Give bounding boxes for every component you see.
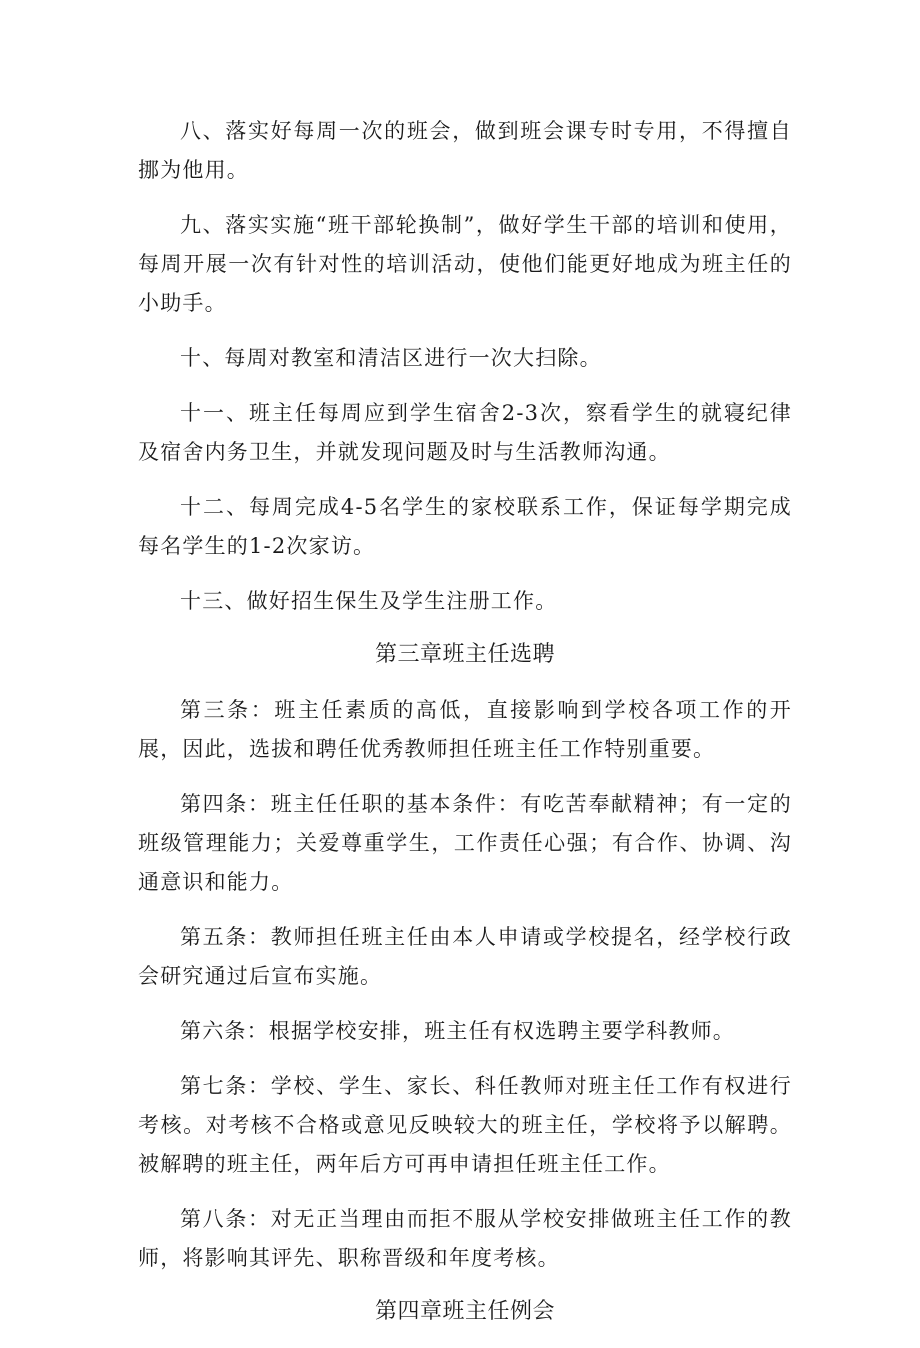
clause-8: 八、落实好每周一次的班会，做到班会课专时专用，不得擅自挪为他用。 bbox=[138, 119, 792, 182]
clause-9: 九、落实实施“班干部轮换制”，做好学生干部的培训和使用，每周开展一次有针对性的培训活动，使他们能更好地成为班主任的小助手。 bbox=[138, 213, 792, 315]
article-7: 第七条：学校、学生、家长、科任教师对班主任工作有权进行考核。对考核不合格或意见反映较大的班主任，学校将予以解聘。被解聘的班主任，两年后方可再申请担任班主任工作。 bbox=[138, 1074, 792, 1176]
clause-13: 十三、做好招生保生及学生注册工作。 bbox=[180, 589, 558, 613]
clause-10: 十、每周对教室和清洁区进行一次大扫除。 bbox=[180, 346, 602, 370]
document-page bbox=[138, 112, 792, 1348]
chapter-4-heading: 第四章班主任例会 bbox=[374, 1299, 555, 1324]
clause-12: 十二、每周完成4-5名学生的家校联系工作，保证每学期完成每名学生的1-2次家访。 bbox=[138, 495, 792, 558]
article-5: 第五条：教师担任班主任由本人申请或学校提名，经学校行政会研究通过后宣布实施。 bbox=[138, 925, 792, 988]
article-4: 第四条：班主任任职的基本条件：有吃苦奉献精神；有一定的班级管理能力；关爱尊重学生，工作责任心强；有合作、协调、沟通意识和能力。 bbox=[138, 792, 792, 894]
clause-11: 十一、班主任每周应到学生宿舍2-3次，察看学生的就寝纪律及宿舍内务卫生，并就发现问题及时与生活教师沟通。 bbox=[138, 401, 792, 464]
article-6: 第六条：根据学校安排，班主任有权选聘主要学科教师。 bbox=[180, 1019, 735, 1043]
article-3: 第三条：班主任素质的高低，直接影响到学校各项工作的开展，因此，选拔和聘任优秀教师担任班主任工作特别重要。 bbox=[138, 698, 792, 761]
chapter-3-heading: 第三章班主任选聘 bbox=[374, 642, 555, 667]
article-8: 第八条：对无正当理由而拒不服从学校安排做班主任工作的教师，将影响其评先、职称晋级和年度考核。 bbox=[138, 1207, 792, 1270]
